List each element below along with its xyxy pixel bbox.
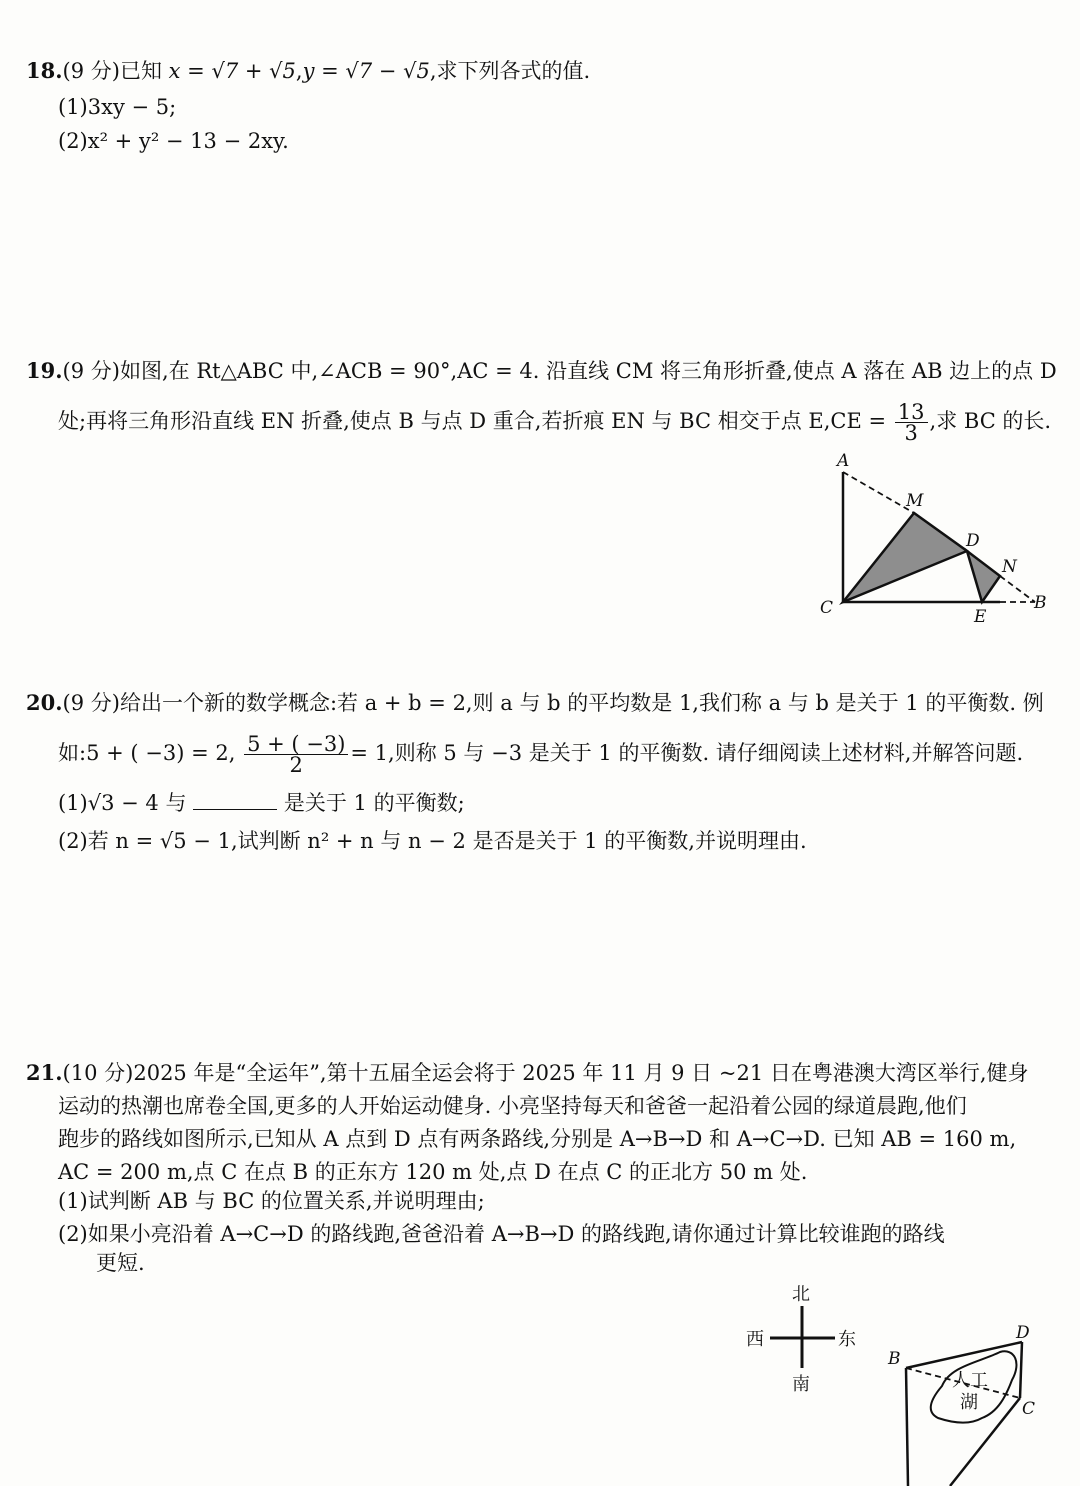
q18-stem-text: 已知 <box>119 59 162 83</box>
label-b: B <box>1034 593 1047 613</box>
label-a: A <box>837 451 850 471</box>
q21-number: 21. <box>26 1060 63 1085</box>
q21-score: (10 分) <box>62 1061 134 1085</box>
compass-east-label: 东 <box>838 1329 856 1350</box>
q19-number: 19. <box>26 358 63 383</box>
fold-triangle-cmd <box>843 513 967 602</box>
q18-x-def: x = √7 + √5 <box>168 59 296 83</box>
label-n: N <box>1002 557 1017 577</box>
q21-line2: 运动的热潮也席卷全国,更多的人开始运动健身. 小亮坚持每天和爸爸一起沿着公园的绿道晨跑,他们 <box>58 1094 967 1118</box>
compass-north-label: 北 <box>792 1284 810 1305</box>
q20-line1-text: 给出一个新的数学概念:若 a + b = 2,则 a 与 b 的平均数是 1,我们称 a 与 b 是关于 1 的平衡数. 例 <box>119 691 1044 715</box>
q19-line2-text: 处;再将三角形沿直线 EN 折叠,使点 B 与点 D 重合,若折痕 EN 与 BC 相交于点 E,CE = <box>58 409 887 433</box>
q19-ce-numerator: 13 <box>895 402 928 423</box>
label-e: E <box>974 607 987 627</box>
side-am-dashed <box>843 472 914 513</box>
q18-number: 18. <box>26 58 63 83</box>
q21-part2-end: 更短. <box>96 1251 145 1275</box>
label-map-c: C <box>1022 1399 1036 1419</box>
label-d: D <box>966 531 980 551</box>
q20-example-fraction <box>244 734 348 775</box>
lake-label-line2: 湖 <box>960 1392 978 1413</box>
path-bd <box>906 1342 1022 1368</box>
fold-triangle-edn <box>967 551 1000 602</box>
park-route-map <box>880 1323 1050 1486</box>
q20-example-numerator: 5 + ( −3) <box>244 734 348 755</box>
path-ab <box>906 1368 908 1486</box>
q20-line2 <box>58 734 1023 775</box>
q20-part2: (2)若 n = √5 − 1,试判断 n² + n 与 n − 2 是否是关于 1 的平衡数,并说明理由. <box>58 829 807 853</box>
q19-line1 <box>26 356 1057 386</box>
q18-part1: (1)3xy − 5; <box>58 95 177 119</box>
side-nb-dashed <box>1000 576 1035 602</box>
q21-line1-text: 2025 年是“全运年”,第十五届全运会将于 2025 年 11 月 9 日 ~21 日在粤港澳大湾区举行,健身 <box>133 1061 1029 1085</box>
q21-line4: AC = 200 m,点 C 在点 B 的正东方 120 m 处,点 D 在点 C 的正北方 50 m 处. <box>58 1160 808 1184</box>
q19-triangle-figure <box>810 448 1050 628</box>
q20-part1 <box>58 788 465 818</box>
label-map-d: D <box>1016 1323 1030 1343</box>
q20-line2-end: = 1,则称 5 与 −3 是关于 1 的平衡数. 请仔细阅读上述材料,并解答问题. <box>350 741 1024 765</box>
label-c: C <box>820 598 834 618</box>
compass-figure <box>740 1278 870 1408</box>
q20-part1-end: 是关于 1 的平衡数; <box>283 791 465 815</box>
q20-answer-blank[interactable] <box>193 789 277 810</box>
q20-example-denominator: 2 <box>289 753 303 777</box>
q19-line1-text: 如图,在 Rt△ABC 中,∠ACB = 90°,AC = 4. 沿直线 CM 将三角形折叠,使点 A 落在 AB 边上的点 D <box>119 359 1057 383</box>
q19-ce-denominator: 3 <box>904 421 918 445</box>
q19-line2-end: ,求 BC 的长. <box>929 409 1052 433</box>
q20-part1-text: (1)√3 − 4 与 <box>58 791 187 815</box>
q21-line1 <box>26 1058 1029 1088</box>
compass-west-label: 西 <box>746 1329 764 1350</box>
q19-line2 <box>58 402 1051 443</box>
label-map-b: B <box>888 1349 901 1369</box>
q20-line1 <box>26 688 1044 718</box>
q19-ce-fraction <box>895 402 928 443</box>
q20-line2-text: 如:5 + ( −3) = 2, <box>58 741 236 765</box>
path-cd <box>1020 1342 1022 1398</box>
q21-part2: (2)如果小亮沿着 A→C→D 的路线跑,爸爸沿着 A→B→D 的路线跑,请你通过计算比较谁跑的路线 <box>58 1222 945 1246</box>
q18-y-def: y = √7 − √5 <box>302 59 430 83</box>
compass-south-label: 南 <box>792 1374 810 1395</box>
label-m: M <box>906 491 924 511</box>
q18-score: (9 分) <box>62 59 120 83</box>
q18-stem: 18.(9 分)已知 x = √7 + √5,y = √7 − √5,求下列各式的值. <box>26 58 591 83</box>
lake-label-line1: 人工 <box>952 1370 988 1391</box>
q21-part1: (1)试判断 AB 与 BC 的位置关系,并说明理由; <box>58 1189 485 1213</box>
q18-stem-end: ,求下列各式的值. <box>429 59 591 83</box>
q20-score: (9 分) <box>62 691 120 715</box>
q19-score: (9 分) <box>62 359 120 383</box>
q21-line3: 跑步的路线如图所示,已知从 A 点到 D 点有两条路线,分别是 A→B→D 和 A→C→D. 已知 AB = 160 m, <box>58 1127 1017 1151</box>
q18-part2: (2)x² + y² − 13 − 2xy. <box>58 129 289 153</box>
q20-number: 20. <box>26 690 63 715</box>
